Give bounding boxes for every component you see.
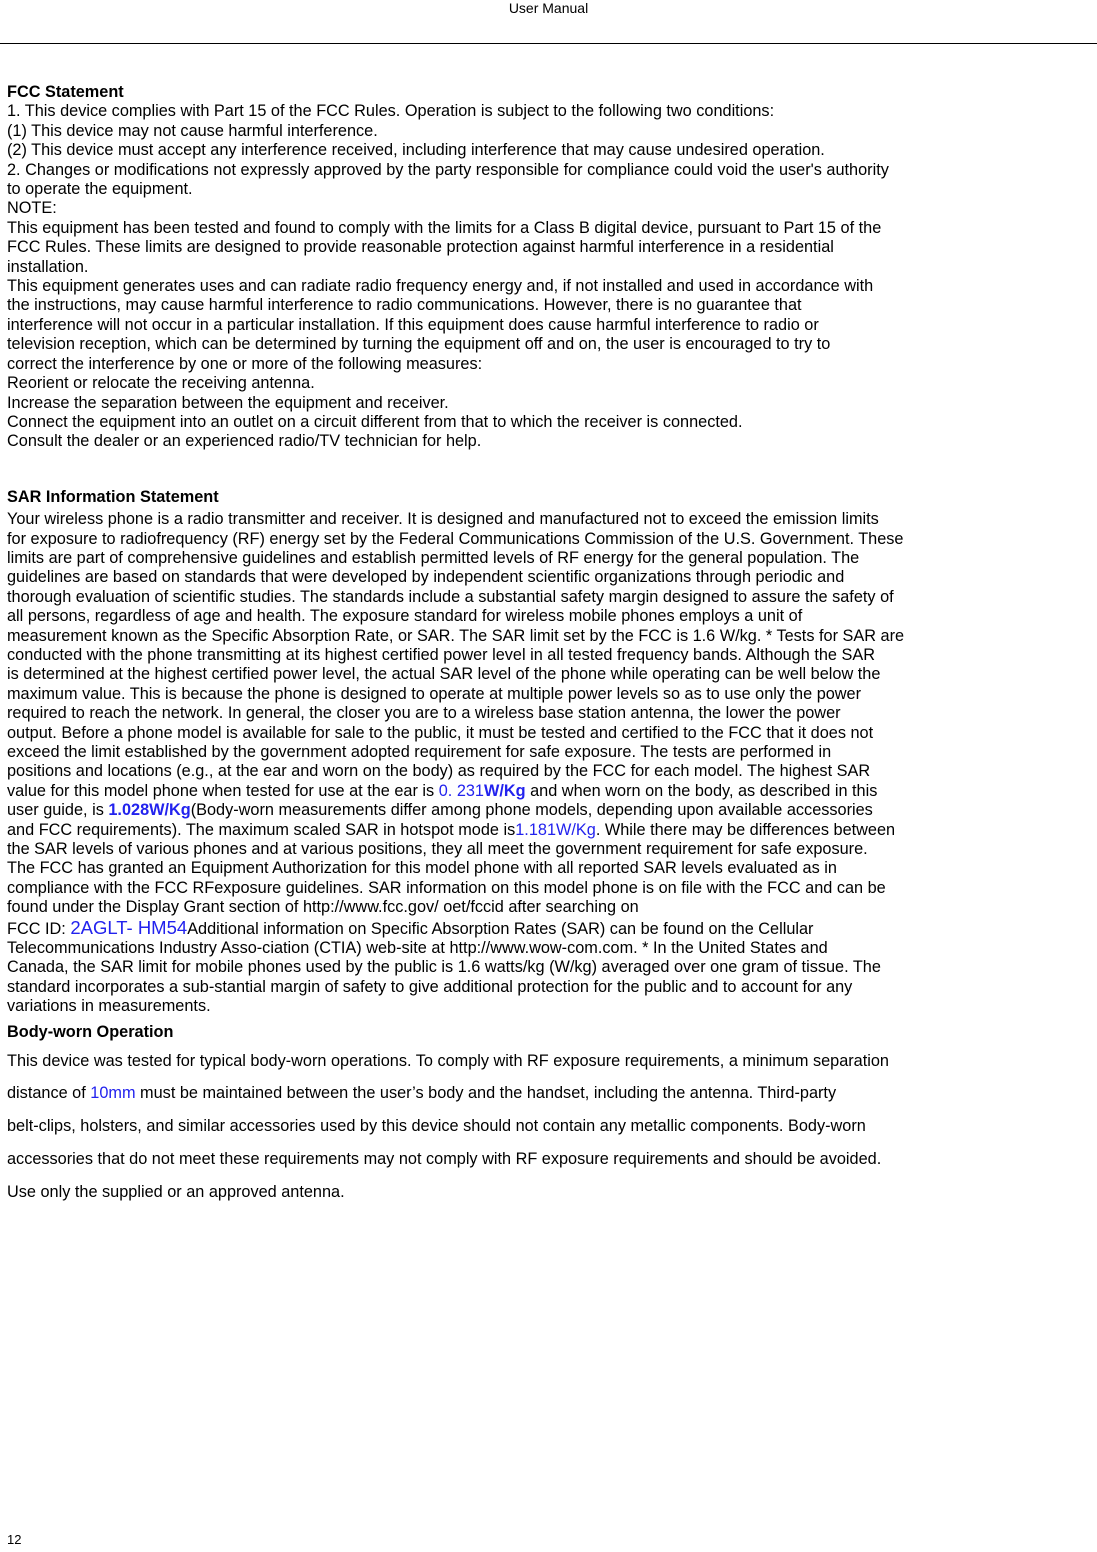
fcc-line: FCC Rules. These limits are designed to provide reasonable protection against harmful interference in a residential bbox=[7, 238, 834, 257]
sar-line: the SAR levels of various phones and at various positions, they all meet the government requirement for safe exposure. bbox=[7, 840, 868, 859]
fcc-line: This equipment generates uses and can radiate radio frequency energy and, if not installed and used in accordance with bbox=[7, 277, 874, 296]
sar-information-section bbox=[7, 488, 1093, 1017]
sar-body-suffix: (Body-worn measurements differ among phone models, depending upon available accessories bbox=[190, 801, 873, 820]
sar-body-line bbox=[7, 801, 1093, 820]
sar-line: standard incorporates a sub-stantial margin of safety to give additional protection for the public and to account for any bbox=[7, 977, 853, 996]
fcc-line: NOTE: bbox=[7, 199, 57, 218]
fcc-line: television reception, which can be determined by turning the equipment off and on, the user is encouraged to try to bbox=[7, 335, 831, 354]
sar-line: variations in measurements. bbox=[7, 997, 211, 1016]
sar-line: found under the Display Grant section of http://www.fcc.gov/ oet/fccid after searching on bbox=[7, 898, 639, 917]
sar-line: all persons, regardless of age and health. The exposure standard for wireless mobile phones employs a unit of bbox=[7, 607, 803, 626]
sar-heading: SAR Information Statement bbox=[7, 487, 219, 506]
sar-line: measurement known as the Specific Absorption Rate, or SAR. The SAR limit set by the FCC is 1.6 W/kg. * Tests for SAR are bbox=[7, 626, 905, 645]
body-worn-distance-line bbox=[7, 1077, 1093, 1110]
sar-line: Canada, the SAR limit for mobile phones used by the public is 1.6 watts/kg (W/kg) averaged over one gram of tissue. The bbox=[7, 958, 881, 977]
fcc-line: Consult the dealer or an experienced radio/TV technician for help. bbox=[7, 432, 482, 451]
sar-line: compliance with the FCC RFexposure guidelines. SAR information on this model phone is on file with the FCC and can be bbox=[7, 878, 886, 897]
fcc-line: 2. Changes or modifications not expressly approved by the party responsible for compliance could void the user's authority bbox=[7, 160, 889, 179]
sar-line: guidelines are based on standards that were developed by independent scientific organizations through periodic and bbox=[7, 568, 845, 587]
sar-line: Your wireless phone is a radio transmitter and receiver. It is designed and manufactured not to exceed the emission limits bbox=[7, 510, 879, 529]
sar-line: limits are part of comprehensive guidelines and establish permitted levels of RF energy for the general population. The bbox=[7, 548, 860, 567]
sar-hotspot-prefix: and FCC requirements). The maximum scaled SAR in hotspot mode is bbox=[7, 820, 516, 839]
fcc-line: 1. This device complies with Part 15 of the FCC Rules. Operation is subject to the following two conditions: bbox=[7, 102, 775, 121]
fcc-id-value: 2AGLT- HM54 bbox=[70, 916, 188, 938]
header-title: User Manual bbox=[508, 0, 589, 16]
sar-line: required to reach the network. In general, the closer you are to a wireless base station antenna, the lower the power bbox=[7, 704, 841, 723]
sar-hotspot-suffix: . While there may be differences between bbox=[595, 820, 896, 839]
header-divider bbox=[0, 43, 1097, 44]
fcc-line: This equipment has been tested and found to comply with the limits for a Class B digital device, pursuant to Part 15 of the bbox=[7, 218, 882, 237]
document-body bbox=[7, 83, 1093, 1209]
sar-body-prefix: user guide, is bbox=[7, 801, 109, 820]
fcc-line: Reorient or relocate the receiving antenna. bbox=[7, 374, 315, 393]
sar-ear-prefix: value for this model phone when tested for use at the ear is bbox=[7, 781, 439, 800]
sar-line: positions and locations (e.g., at the ear and worn on the body) as required by the FCC for each model. The highest SAR bbox=[7, 762, 871, 781]
body-worn-line: accessories that do not meet these requirements may not comply with RF exposure requirements and should be avoided. bbox=[7, 1150, 882, 1169]
sar-line: thorough evaluation of scientific studies. The standards include a substantial safety margin designed to assure the safety of bbox=[7, 587, 894, 606]
sar-ear-value: 0. 231 bbox=[438, 781, 484, 800]
fcc-statement-heading: FCC Statement bbox=[7, 83, 124, 101]
fcc-line: installation. bbox=[7, 257, 89, 276]
fcc-id-prefix: FCC ID: bbox=[7, 919, 71, 938]
fcc-line: correct the interference by one or more of the following measures: bbox=[7, 354, 483, 373]
sar-hotspot-value: 1.181W/Kg bbox=[515, 820, 596, 839]
body-worn-line: This device was tested for typical body-worn operations. To comply with RF exposure requirements, a minimum separation bbox=[7, 1051, 889, 1070]
fcc-line: Increase the separation between the equipment and receiver. bbox=[7, 393, 449, 412]
fcc-line: interference will not occur in a particular installation. If this equipment does cause harmful interference to radio or bbox=[7, 315, 819, 334]
sar-body-value: 1.028W/Kg bbox=[108, 801, 191, 820]
body-worn-line: belt-clips, holsters, and similar accessories used by this device should not contain any metallic components. Body-worn bbox=[7, 1117, 866, 1136]
sar-line: Telecommunications Industry Asso-ciation (CTIA) web-site at http://www.wow-com.com. * In the United States and bbox=[7, 939, 828, 958]
fcc-statement-section bbox=[7, 83, 1093, 452]
sar-hotspot-line bbox=[7, 821, 1093, 840]
sar-line: maximum value. This is because the phone is designed to operate at multiple power levels so as to use only the power bbox=[7, 684, 862, 703]
page-number: 12 bbox=[7, 1532, 22, 1547]
fcc-line: Connect the equipment into an outlet on a circuit different from that to which the receiver is connected. bbox=[7, 412, 743, 431]
sar-ear-line bbox=[7, 782, 1093, 801]
body-worn-heading: Body-worn Operation bbox=[7, 1022, 174, 1041]
fcc-line: (2) This device must accept any interference received, including interference that may cause undesired operation. bbox=[7, 141, 825, 160]
body-worn-line: Use only the supplied or an approved antenna. bbox=[7, 1182, 345, 1201]
fcc-line: (1) This device may not cause harmful interference. bbox=[7, 121, 378, 140]
section-spacer bbox=[7, 452, 1093, 488]
body-worn-distance-prefix: distance of bbox=[7, 1084, 91, 1103]
body-worn-section bbox=[7, 1019, 1093, 1209]
sar-ear-suffix: and when worn on the body, as described in this bbox=[525, 781, 878, 800]
body-worn-distance-suffix: must be maintained between the user’s body and the handset, including the antenna. Third-party bbox=[135, 1084, 837, 1103]
sar-line: The FCC has granted an Equipment Authorization for this model phone with all reported SAR levels evaluated as in bbox=[7, 859, 837, 878]
sar-line: is determined at the highest certified power level, the actual SAR level of the phone while operating can be well below the bbox=[7, 665, 881, 684]
sar-ear-unit: W/Kg bbox=[484, 781, 526, 800]
fcc-line: the instructions, may cause harmful interference to radio communications. However, there is no guarantee that bbox=[7, 296, 802, 315]
sar-line: conducted with the phone transmitting at its highest certified power level in all tested frequency bands. Although the SAR bbox=[7, 645, 875, 664]
sar-line: for exposure to radiofrequency (RF) energy set by the Federal Communications Commission of the U.S. Government. These bbox=[7, 529, 904, 548]
body-worn-distance-value: 10mm bbox=[90, 1084, 136, 1103]
sar-line: output. Before a phone model is available for sale to the public, it must be tested and certified to the FCC that it does not bbox=[7, 723, 874, 742]
fcc-id-line bbox=[7, 918, 1093, 939]
fcc-line: to operate the equipment. bbox=[7, 180, 193, 199]
sar-line: exceed the limit established by the government adopted requirement for safe exposure. The tests are performed in bbox=[7, 743, 832, 761]
fcc-id-suffix: Additional information on Specific Absorption Rates (SAR) can be found on the Cellular bbox=[187, 919, 814, 938]
